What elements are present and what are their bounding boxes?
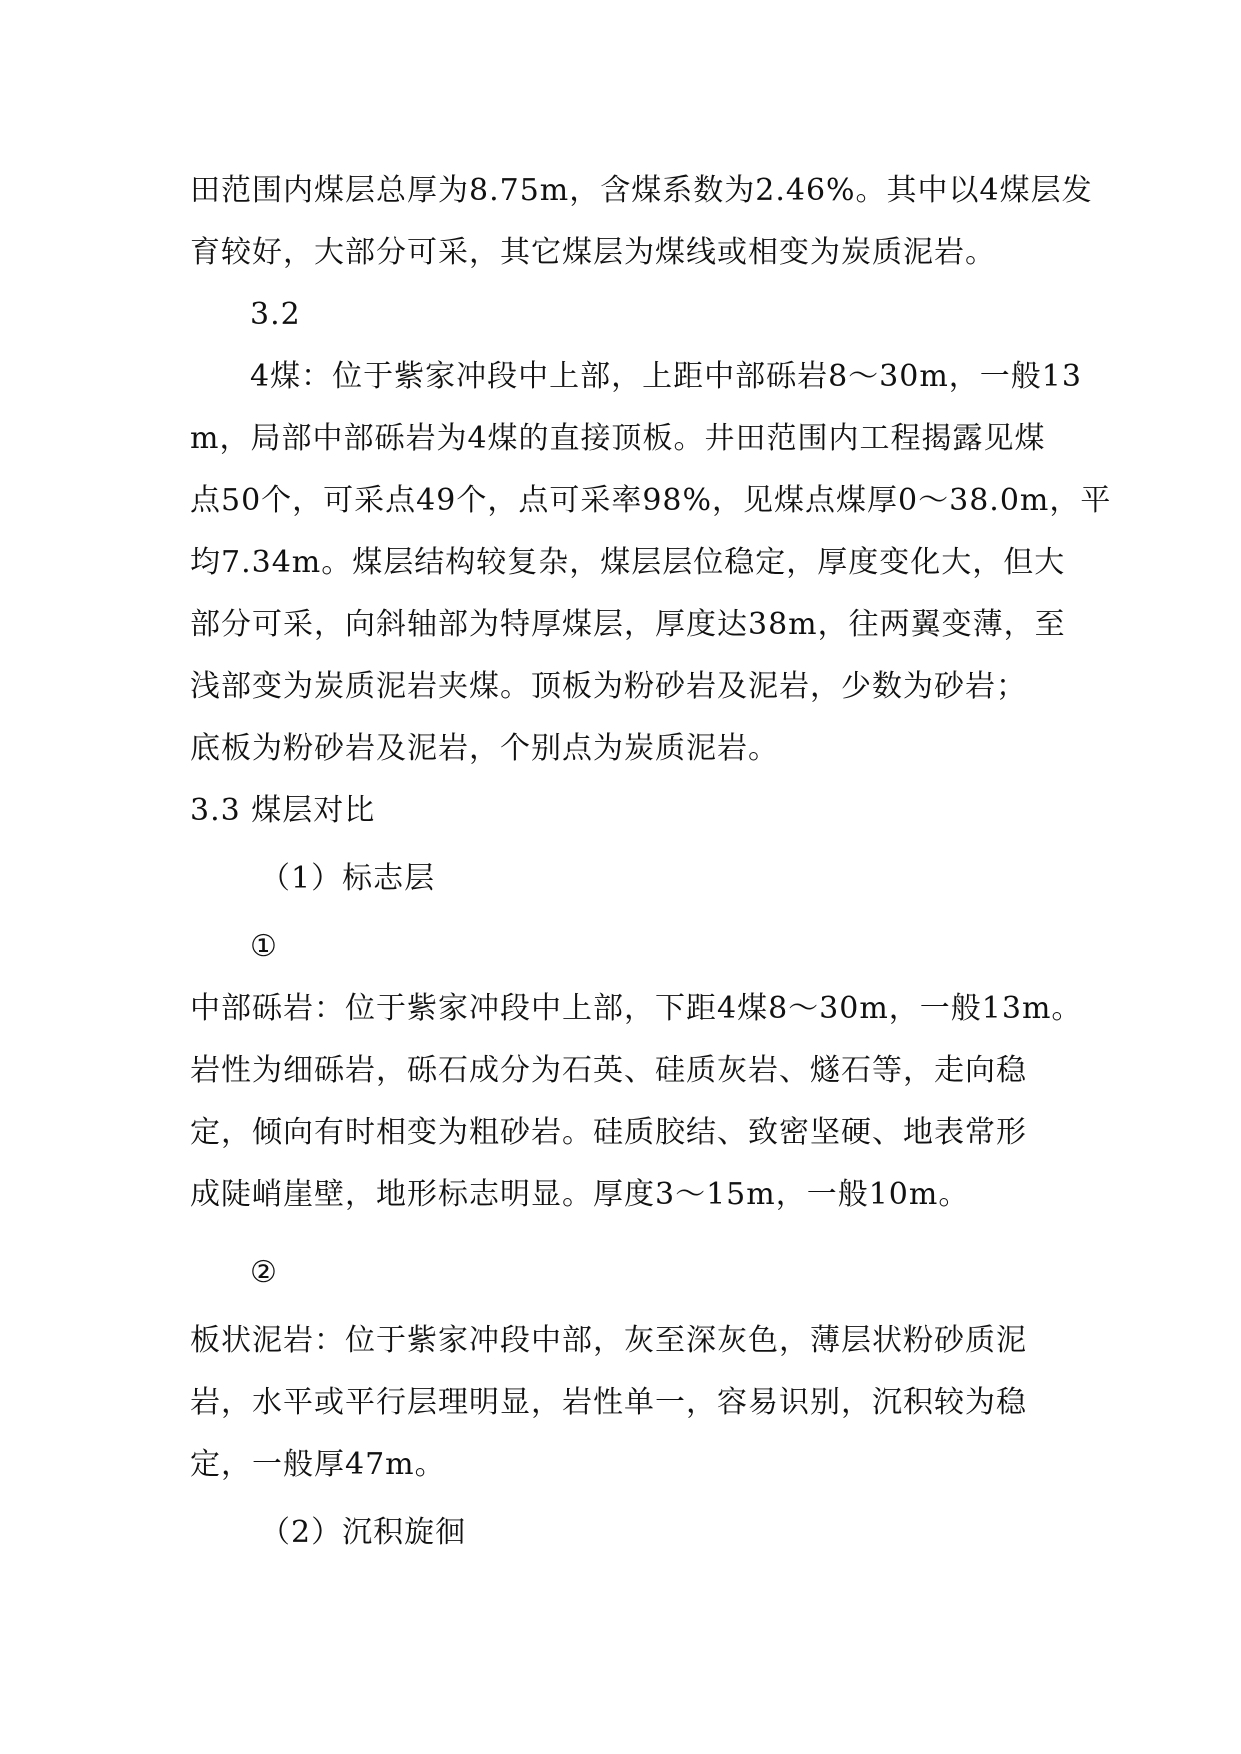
text-line: 田范围内煤层总厚为8.75m，含煤系数为2.46%。其中以4煤层发 — [190, 173, 1093, 208]
text-line: 4煤：位于紫家冲段中上部，上距中部砾岩8～30m，一般13 — [250, 359, 1082, 394]
section-heading-3-3: 3.3 煤层对比 — [190, 793, 376, 828]
paragraph-coal-thickness — [190, 160, 1093, 284]
text-line: 育较好，大部分可采，其它煤层为煤线或相变为炭质泥岩。 — [190, 235, 996, 270]
text-line: m，局部中部砾岩为4煤的直接顶板。井田范围内工程揭露见煤 — [190, 421, 1046, 456]
section-heading-3-2: 3.2 — [250, 297, 301, 332]
text-line: 部分可采，向斜轴部为特厚煤层，厚度达38m，往两翼变薄，至 — [190, 607, 1066, 642]
item-marker-2: ② — [250, 1255, 278, 1290]
text-line: 定，一般厚47m。 — [190, 1447, 446, 1482]
subheading-sedimentary-cycle: （2）沉积旋徊 — [260, 1515, 467, 1550]
document-body — [190, 160, 1112, 1564]
text-line: 定，倾向有时相变为粗砂岩。硅质胶结、致密坚硬、地表常形 — [190, 1115, 1027, 1150]
subheading-marker-layer: （1）标志层 — [260, 861, 436, 896]
text-line: 岩性为细砾岩，砾石成分为石英、硅质灰岩、燧石等，走向稳 — [190, 1053, 1027, 1088]
text-line: 点50个，可采点49个，点可采率98%，见煤点煤厚0～38.0m，平 — [190, 483, 1112, 518]
text-line: 均7.34m。煤层结构较复杂，煤层层位稳定，厚度变化大，但大 — [190, 545, 1066, 580]
item-marker-1: ① — [250, 929, 278, 964]
text-line: 底板为粉砂岩及泥岩，个别点为炭质泥岩。 — [190, 731, 779, 766]
paragraph-middle-conglomerate — [190, 978, 1083, 1226]
text-line: 板状泥岩：位于紫家冲段中部，灰至深灰色，薄层状粉砂质泥 — [190, 1323, 1027, 1358]
paragraph-coal-4 — [190, 346, 1112, 780]
text-line: 成陡峭崖壁，地形标志明显。厚度3～15m，一般10m。 — [190, 1177, 970, 1212]
paragraph-platy-mudstone — [190, 1310, 1050, 1496]
text-line: 中部砾岩：位于紫家冲段中上部，下距4煤8～30m，一般13m。 — [190, 991, 1083, 1026]
text-line: 岩，水平或平行层理明显，岩性单一，容易识别，沉积较为稳 — [190, 1385, 1027, 1420]
text-line: 浅部变为炭质泥岩夹煤。顶板为粉砂岩及泥岩，少数为砂岩； — [190, 669, 1027, 704]
